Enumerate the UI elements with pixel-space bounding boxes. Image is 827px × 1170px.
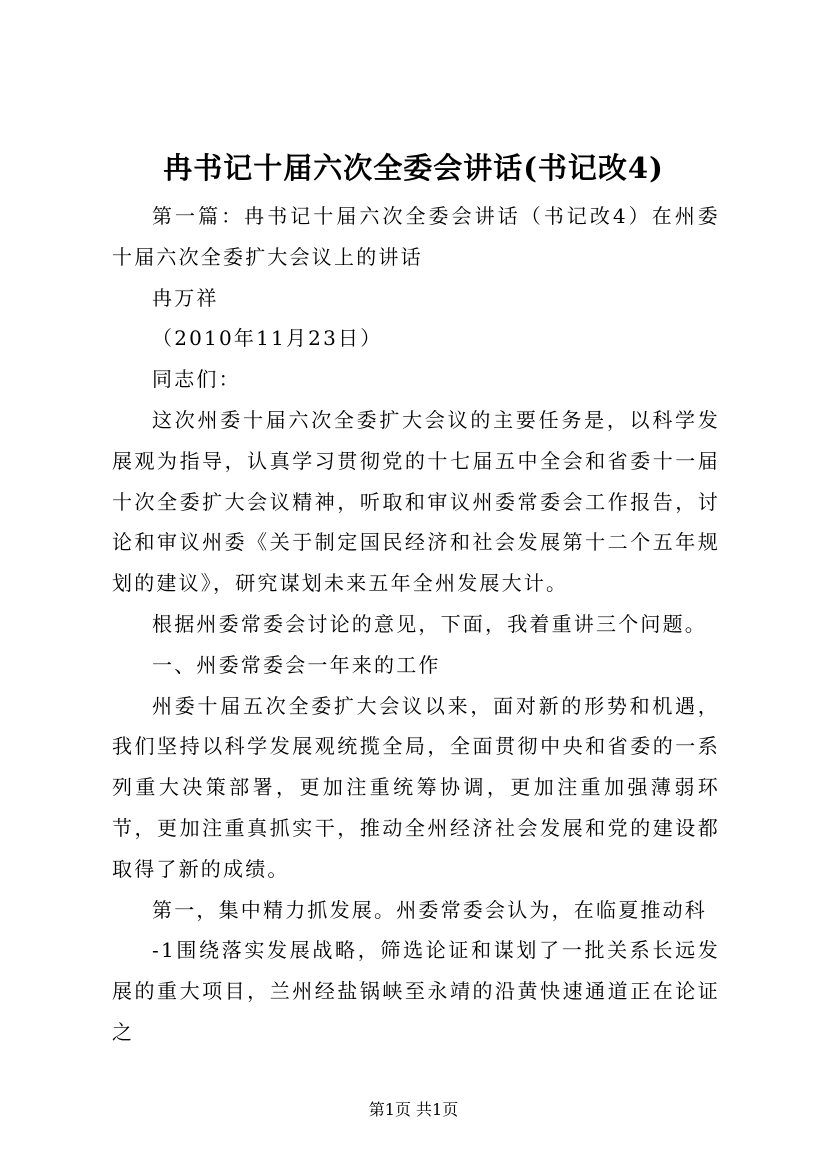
page-footer: 第1页 共1页 [368, 1100, 459, 1119]
document-body [112, 196, 720, 1053]
paragraph-outline: 根据州委常委会讨论的意见，下面，我着重讲三个问题。 [152, 611, 707, 636]
paragraph-continuation: -1围绕落实发展战略，筛选论证和谋划了一批关系长远发展的重大项目，兰州经盐锅峡至永靖的沿黄快速通道正在论证之 [112, 938, 720, 1044]
paragraph-review: 州委十届五次全委扩大会议以来，面对新的形势和机遇，我们坚持以科学发展观统揽全局，全面贯彻中央和省委的一系列重大决策部署，更加注重统筹协调，更加注重加强薄弱环节，更加注重真抓实干，推动全州经济社会发展和党的建设都取得了新的成绩。 [112, 693, 720, 881]
document-title: 冉书记十届六次全委会讲话(书记改4) [163, 151, 664, 185]
paragraph-author: 冉万祥 [152, 285, 219, 310]
paragraph-main-task: 这次州委十届六次全委扩大会议的主要任务是，以科学发展观为指导，认真学习贯彻党的十七届五中全会和省委十一届十次全委扩大会议精神，听取和审议州委常委会工作报告，讨论和审议州委《关于制定国民经济和社会发展第十二个五年规划的建议》，研究谋划未来五年全州发展大计。 [112, 407, 720, 596]
paragraph-date: （2010年11月23日） [152, 326, 383, 351]
section-heading: 一、州委常委会一年来的工作 [152, 652, 441, 677]
paragraph-salutation: 同志们： [152, 367, 241, 392]
paragraph-first-point: 第一，集中精力抓发展。州委常委会认为，在临夏推动科 [152, 897, 707, 922]
paragraph-heading-line: 第一篇：冉书记十届六次全委会讲话（书记改4）在州委十届六次全委扩大会议上的讲话 [112, 204, 720, 269]
